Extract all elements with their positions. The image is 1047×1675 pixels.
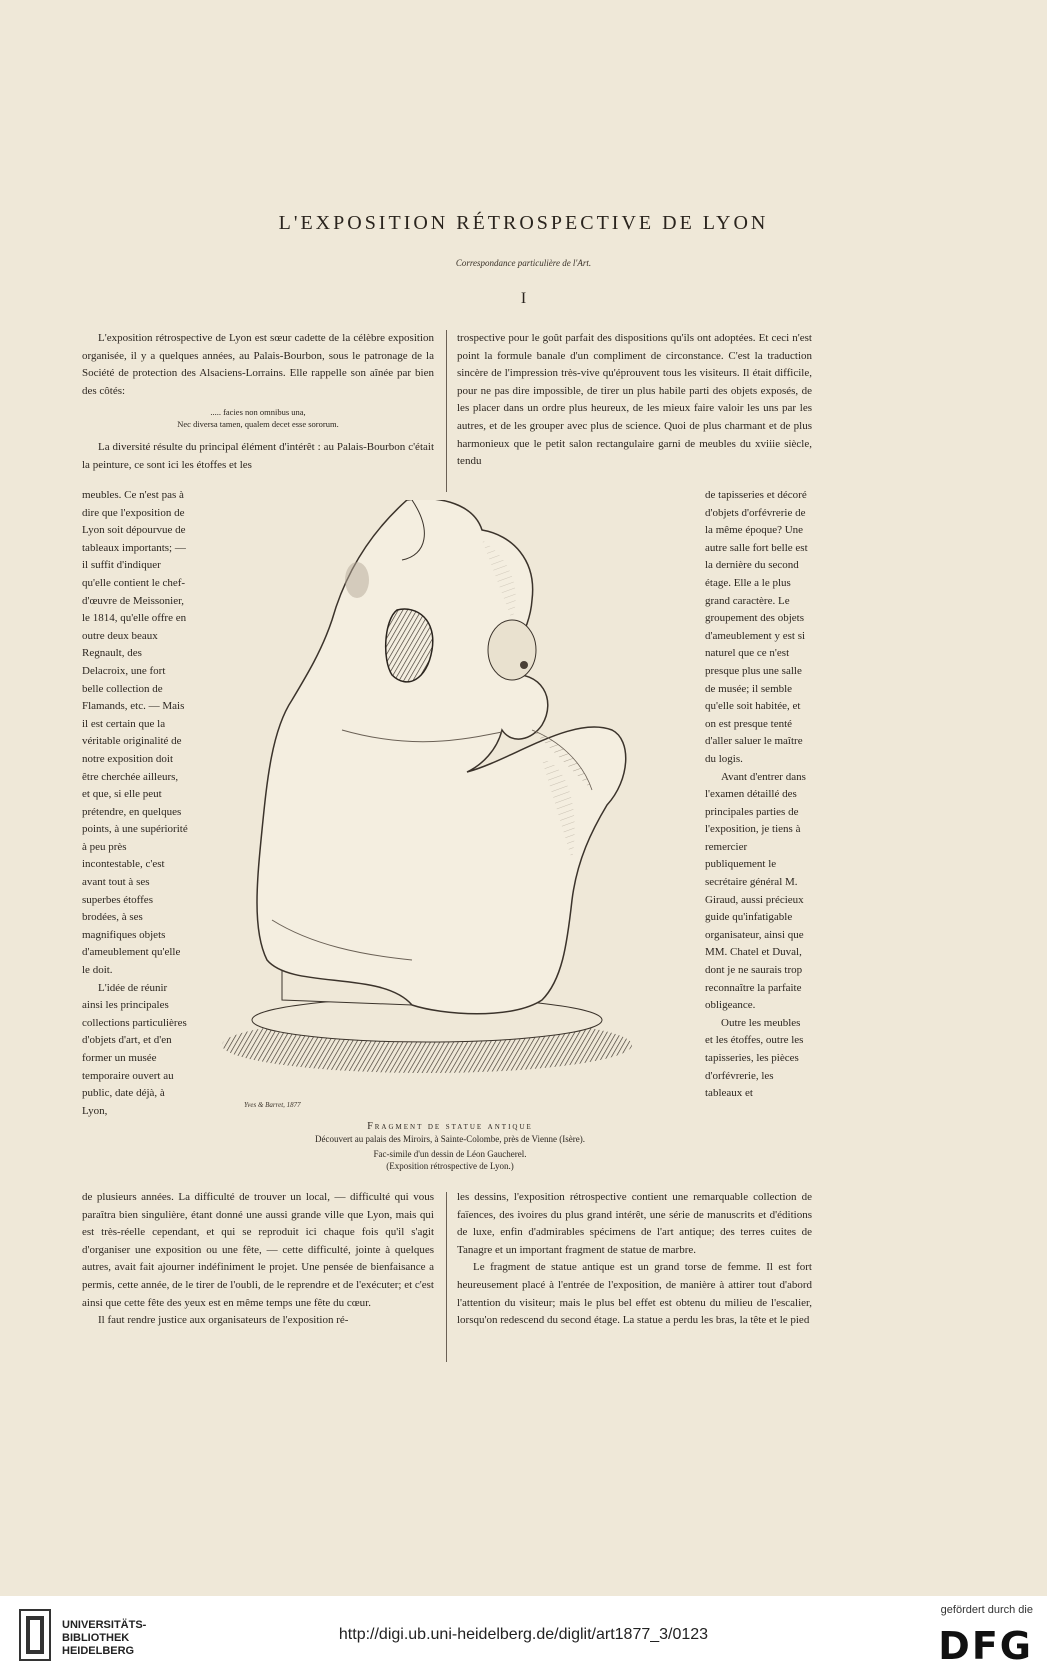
institution-line: BIBLIOTHEK xyxy=(62,1632,130,1644)
dfg-logo: DFG xyxy=(938,1624,1033,1668)
paragraph: Le fragment de statue antique est un grand torse de femme. Il est fort heureusement placé à l'entrée de l'exposition, de manière à attirer tout d'abord l'attention du visiteur; mais le plus bel effet est obtenu du milieu de l'escalier, lorsqu'on redescend du second étage. La statue a perdu les bras, la tête et le pied xyxy=(457,1261,812,1327)
right-column-wrap xyxy=(705,487,810,1103)
figure-caption-line: Découvert au palais des Miroirs, à Sainte-Colombe, près de Vienne (Isère). xyxy=(315,1134,585,1144)
left-column-bottom xyxy=(82,1189,434,1330)
latin-quote xyxy=(82,406,434,430)
paragraph: de plusieurs années. La difficulté de trouver un local, — difficulté qui vous paraîtra bien singulière, étant donné une aussi grande ville que Lyon, mais qui est très-réelle cependant, et qui se reproduit ici chaque fois qu'il s'agit d'organiser une exposition ou une fête, — cette difficulté, jointe à quelques autres, avait fait ajourner indéfiniment le projet. Une pensée de bienfaisance a permis, cette année, de le tirer de l'oubli, de le reprendre et de l'exécuter; et c'est ainsi que cette fête des yeux est en même temps une fête du cœur. xyxy=(82,1191,434,1309)
column-rule xyxy=(446,330,447,492)
paragraph: trospective pour le goût parfait des dispositions qu'ils ont adoptées. Et ceci n'est point la formule banale d'un compliment de circonstance. C'est la traduction sincère de l'impression très-vive qu'éprouvent tous les visiteurs. Il était difficile, pour ne pas dire impossible, de tirer un plus habile parti des objets exposés, de les placer dans un ordre plus heureux, de les mieux faire valoir les uns par les autres, et de les grouper avec plus de science. Quoi de plus charmant et de plus harmonieux que le petit salon rectangulaire garni de meubles du xviiie siècle, tendu xyxy=(457,332,812,468)
paragraph: Il faut rendre justice aux organisateurs de l'exposition ré- xyxy=(98,1314,349,1327)
engraver-signature: Yves & Barret, 1877 xyxy=(244,1101,301,1109)
institution-line: HEIDELBERG xyxy=(62,1645,135,1657)
digitization-footer xyxy=(0,1596,1047,1675)
institution-line: UNIVERSITÄTS- xyxy=(62,1619,147,1631)
paragraph: les dessins, l'exposition rétrospective contient une remarquable collection de faïences, des ivoires du plus grand intérêt, une série de manuscrits et d'éditions de luxe, enfin d'admirables spécimens de l'art antique; des terres cuites de Tanagre et un important fragment de statue de marbre. xyxy=(457,1191,812,1256)
paragraph: L'exposition rétrospective de Lyon est sœur cadette de la célèbre exposition organisée, il y a quelques années, au Palais-Bourbon, sous le patronage de la Société de protection des Alsaciens-Lorrains. Elle rappelle son aînée par bien des côtés: xyxy=(82,332,434,397)
figure-caption-line: (Exposition rétrospective de Lyon.) xyxy=(386,1161,514,1171)
right-column-bottom xyxy=(457,1189,812,1330)
statue-torso-illustration xyxy=(212,500,672,1105)
paragraph: meubles. Ce n'est pas à dire que l'exposition de Lyon soit dépourvue de tableaux importants; — il suffit d'indiquer qu'elle contient le chef-d'œuvre de Meissonier, le 1814, qu'elle offre en outre deux beaux Regnault, des Delacroix, une fort belle collection de Flamands, etc. — Mais il est certain que la véritable originalité de notre exposition doit être cherchée ailleurs, et que, si elle peut prétendre, en quelques points, à une supériorité à peu près incontestable, c'est avant tout à ses superbes étoffes brodées, à ses magnifiques objets d'ameublement qu'elle le doit. xyxy=(82,489,188,977)
paragraph: L'idée de réunir ainsi les principales collections particulières d'objets d'art, et d'en former un musée temporaire ouvert au public, date déjà, à Lyon, xyxy=(82,981,187,1117)
article-subtitle: Correspondance particulière de l'Art. xyxy=(455,258,592,268)
paragraph: La diversité résulte du principal élément d'intérêt : au Palais-Bourbon c'était la peinture, ce sont ici les étoffes et les xyxy=(82,441,434,471)
paragraph: Avant d'entrer dans l'examen détaillé des principales parties de l'exposition, je tiens à remercier publiquement le secrétaire général M. Giraud, aussi précieux guide qu'infatigable organisateur, ainsi que MM. Chatel et Duval, dont je ne saurais trop reconnaître la parfaite obligeance. xyxy=(705,770,806,1012)
paragraph: Outre les meubles et les étoffes, outre les tapisseries, les pièces d'orfévrerie, les tableaux et xyxy=(705,1016,804,1100)
funded-by-label: gefördert durch die xyxy=(940,1604,1033,1616)
column-rule xyxy=(446,1192,447,1362)
permalink-url[interactable]: http://digi.ub.uni-heidelberg.de/diglit/art1877_3/0123 xyxy=(338,1626,709,1643)
right-column-top xyxy=(457,330,812,471)
left-column-top xyxy=(82,330,434,475)
figure-caption-title: Fragment de statue antique xyxy=(367,1121,533,1132)
paragraph: de tapisseries et décoré d'objets d'orfévrerie de la même époque? Une autre salle fort belle est la dernière du second étage. Elle a le plus grand caractère. Le groupement des objets d'ameublement y est si naturel que ce n'est presque plus une salle de musée; il semble qu'elle soit habitée, et on est presque tenté d'aller saluer le maître du logis. xyxy=(705,489,808,765)
quote-line: ..... facies non omnibus una, xyxy=(210,407,306,418)
article-title: L'EXPOSITION RÉTROSPECTIVE DE LYON xyxy=(278,212,769,234)
figure-caption-line: Fac-simile d'un dessin de Léon Gaucherel. xyxy=(373,1149,527,1159)
section-number: I xyxy=(520,290,527,307)
left-column-wrap xyxy=(82,487,188,1120)
quote-line: Nec diversa tamen, qualem decet esse sororum. xyxy=(177,419,339,430)
